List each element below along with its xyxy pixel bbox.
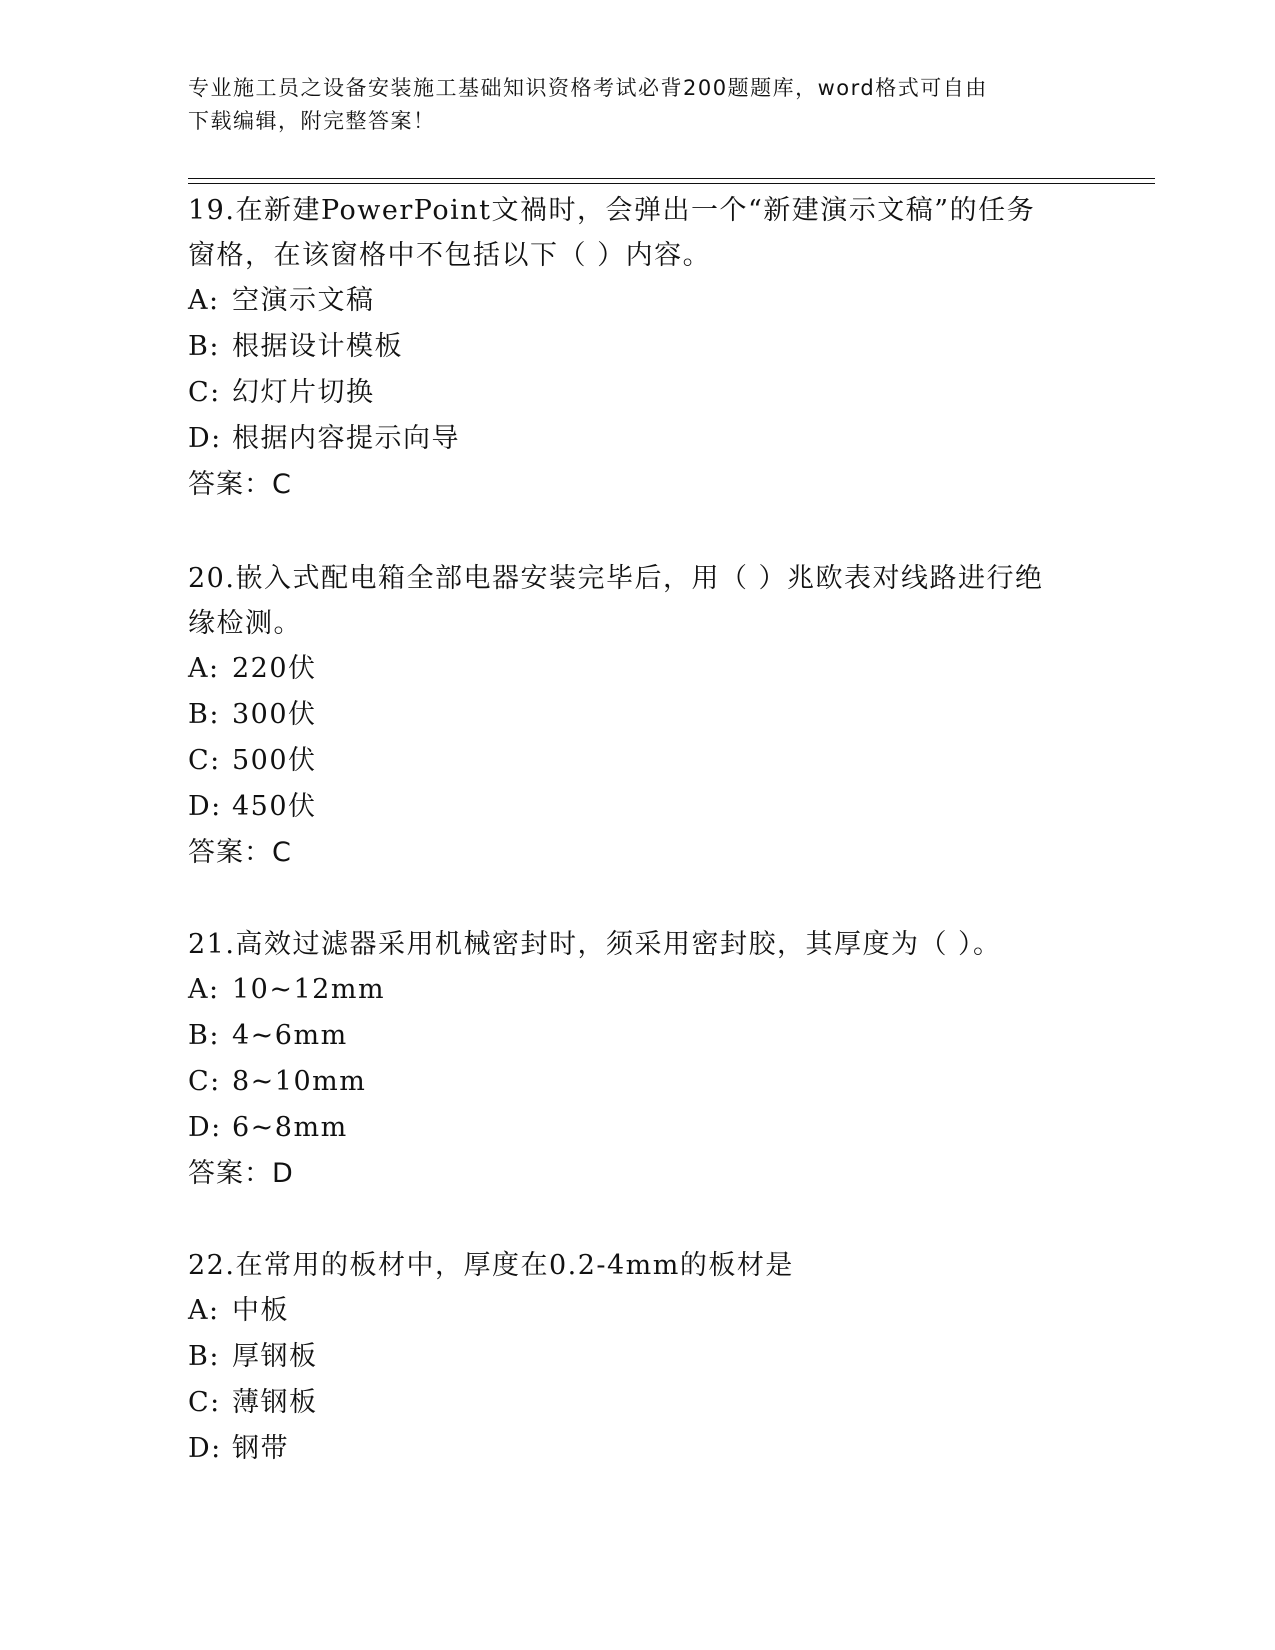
option-text: 220伏 bbox=[232, 653, 317, 684]
option-text: 根据设计模板 bbox=[232, 331, 403, 362]
option-c bbox=[188, 1380, 1088, 1426]
option-key: D: bbox=[188, 791, 222, 822]
question-text-line-1: 20.嵌入式配电箱全部电器安装完毕后，用（ ）兆欧表对线路进行绝 bbox=[188, 563, 1044, 594]
option-text: 钢带 bbox=[232, 1433, 289, 1464]
option-key: D: bbox=[188, 1112, 222, 1143]
option-key: C: bbox=[188, 1066, 221, 1097]
header-divider-bottom bbox=[188, 183, 1155, 184]
answer-line: 答案：D bbox=[188, 1158, 294, 1189]
option-b bbox=[188, 692, 1088, 738]
question-19 bbox=[188, 188, 1088, 508]
question-text-line-2: 窗格，在该窗格中不包括以下（ ）内容。 bbox=[188, 240, 712, 271]
question-text-line-1: 21.高效过滤器采用机械密封时，须采用密封胶，其厚度为（ ）。 bbox=[188, 929, 1002, 960]
option-a bbox=[188, 278, 1088, 324]
option-text: 300伏 bbox=[232, 699, 317, 730]
option-key: D: bbox=[188, 423, 222, 454]
option-c bbox=[188, 1059, 1088, 1105]
option-text: 空演示文稿 bbox=[232, 285, 375, 316]
option-key: D: bbox=[188, 1433, 222, 1464]
option-key: A: bbox=[188, 653, 220, 684]
option-key: B: bbox=[188, 1341, 220, 1372]
option-key: B: bbox=[188, 331, 220, 362]
option-a bbox=[188, 967, 1088, 1013]
header-title-line-2: 下载编辑，附完整答案！ bbox=[188, 109, 436, 133]
option-text: 薄钢板 bbox=[232, 1387, 318, 1418]
option-key: A: bbox=[188, 974, 220, 1005]
option-key: B: bbox=[188, 1020, 220, 1051]
question-21 bbox=[188, 922, 1088, 1197]
option-text: 10~12mm bbox=[232, 974, 386, 1005]
option-c bbox=[188, 370, 1088, 416]
question-text-line-1: 19.在新建PowerPoint文禍时，会弹出一个“新建演示文稿”的任务 bbox=[188, 195, 1036, 226]
option-key: C: bbox=[188, 745, 221, 776]
option-text: 4~6mm bbox=[232, 1020, 348, 1051]
question-22 bbox=[188, 1243, 1088, 1472]
option-text: 厚钢板 bbox=[232, 1341, 318, 1372]
option-d bbox=[188, 1426, 1088, 1472]
option-d bbox=[188, 1105, 1088, 1151]
option-d bbox=[188, 784, 1088, 830]
answer-line: 答案：C bbox=[188, 837, 292, 868]
option-text: 8~10mm bbox=[232, 1066, 367, 1097]
question-20 bbox=[188, 556, 1088, 876]
option-text: 根据内容提示向导 bbox=[232, 423, 460, 454]
option-text: 幻灯片切换 bbox=[232, 377, 375, 408]
option-b bbox=[188, 324, 1088, 370]
option-key: A: bbox=[188, 1295, 220, 1326]
option-a bbox=[188, 1288, 1088, 1334]
document-header bbox=[188, 72, 1088, 138]
option-text: 500伏 bbox=[232, 745, 317, 776]
option-key: C: bbox=[188, 1387, 221, 1418]
question-text-line-1: 22.在常用的板材中，厚度在0.2-4mm的板材是 bbox=[188, 1250, 794, 1281]
option-d bbox=[188, 416, 1088, 462]
option-key: A: bbox=[188, 285, 220, 316]
option-b bbox=[188, 1013, 1088, 1059]
answer-line: 答案：C bbox=[188, 469, 292, 500]
option-key: C: bbox=[188, 377, 221, 408]
option-text: 中板 bbox=[232, 1295, 289, 1326]
option-c bbox=[188, 738, 1088, 784]
option-b bbox=[188, 1334, 1088, 1380]
option-text: 450伏 bbox=[232, 791, 317, 822]
option-text: 6~8mm bbox=[232, 1112, 348, 1143]
question-text-line-2: 缘检测。 bbox=[188, 608, 302, 639]
header-title-line-1: 专业施工员之设备安装施工基础知识资格考试必背200题题库，word格式可自由 bbox=[188, 76, 988, 100]
option-key: B: bbox=[188, 699, 220, 730]
header-divider-top bbox=[188, 178, 1155, 179]
option-a bbox=[188, 646, 1088, 692]
